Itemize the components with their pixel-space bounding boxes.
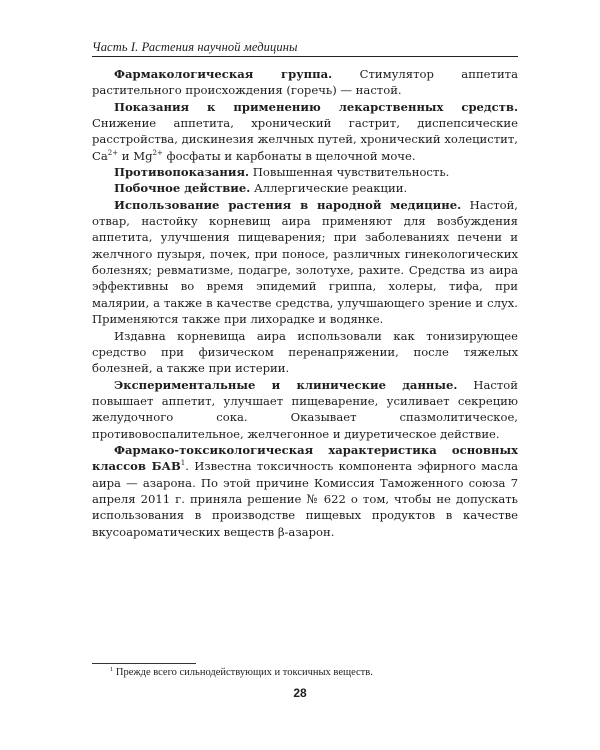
- paragraph-indications: [92, 99, 518, 164]
- text-pharmacological-group: Стимулятор аппетита растительного происхождения (горечь) — настой.: [92, 67, 518, 98]
- heading-toxicology: Фармако-токсикологическая характеристика основных классов БАВ: [92, 442, 518, 474]
- magnesium-charge: 2+: [152, 148, 163, 157]
- heading-side-effect: Побочное действие.: [114, 181, 251, 196]
- header-divider: [92, 56, 518, 57]
- paragraph-tonic-use: [92, 328, 518, 377]
- page-body: [92, 66, 518, 540]
- text-indications: Снижение аппетита, хронический гастрит, диспепсические расстройства, дискинезия желчных путей, хронический холецистит,: [92, 116, 518, 147]
- text-folk-medicine: Настой, отвар, настойку корневищ аира применяют для возбуждения аппетита, улучшения пищеварения; при заболеваниях печени и желчного пузыря, почек, при поносе, различных гинекологических болезнях; ревматизме, подагре, золотухе, рахите. Средства из аира эффективны во время эпидемий гриппа, холеры, тифа, при малярии, а также в качестве средства, улучшающего зрение и слух. Применяются также при лихорадке и водянке.: [92, 197, 518, 327]
- calcium-symbol: Ca: [92, 148, 108, 163]
- text-side-effect: Аллергические реакции.: [250, 181, 408, 196]
- heading-contraindications: Противопоказания.: [114, 165, 250, 180]
- paragraph-contraindications: [92, 164, 518, 180]
- heading-experimental-data: Экспериментальные и клинические данные.: [114, 377, 458, 392]
- running-head: Часть I. Растения научной медицины: [92, 40, 298, 54]
- text-experimental-data: Настой повышает аппетит, улучшает пищеварение, усиливает секрецию желудочного сока. Оказывает спазмолитическое, противовоспалительное, желчегонное и диуретическое действие.: [92, 377, 518, 441]
- page-number: 28: [293, 686, 307, 700]
- paragraph-experimental-data: [92, 377, 518, 442]
- heading-pharmacological-group: Фармакологическая группа.: [114, 67, 333, 81]
- footnote-number: 1: [110, 666, 114, 673]
- paragraph-toxicology: [92, 442, 518, 540]
- footnote-text: Прежде всего сильнодействующих и токсичных веществ.: [113, 667, 373, 678]
- text-toxicology: . Известна токсичность компонента эфирного масла аира — азарона. По этой причине Комиссия Таможенного союза 7 апреля 2011 г. приняла решение № 622 о том, чтобы не допускать использования в производстве пищевых продуктов в качестве вкусоароматических веществ β-азарон.: [92, 459, 518, 539]
- paragraph-side-effect: [92, 180, 518, 196]
- conjunction-and: и: [118, 148, 134, 163]
- footnote-divider: [92, 663, 196, 664]
- heading-indications: Показания к применению лекарственных средств.: [114, 99, 518, 114]
- text-indications-end: фосфаты и карбонаты в щелочной моче.: [162, 148, 416, 163]
- heading-folk-medicine: Использование растения в народной медицине.: [114, 197, 462, 212]
- paragraph-pharmacological-group: [92, 66, 518, 99]
- text-tonic-use: Издавна корневища аира использовали как тонизирующее средство при физическом перенапряжении, после тяжелых болезней, а также при истерии.: [92, 328, 518, 376]
- footnote-reference[interactable]: 1: [180, 459, 186, 468]
- calcium-charge: 2+: [107, 148, 119, 157]
- footnote: [110, 667, 518, 678]
- paragraph-folk-medicine: [92, 197, 518, 328]
- text-contraindications: Повышенная чувствительность.: [249, 165, 450, 180]
- magnesium-symbol: Mg: [133, 148, 153, 163]
